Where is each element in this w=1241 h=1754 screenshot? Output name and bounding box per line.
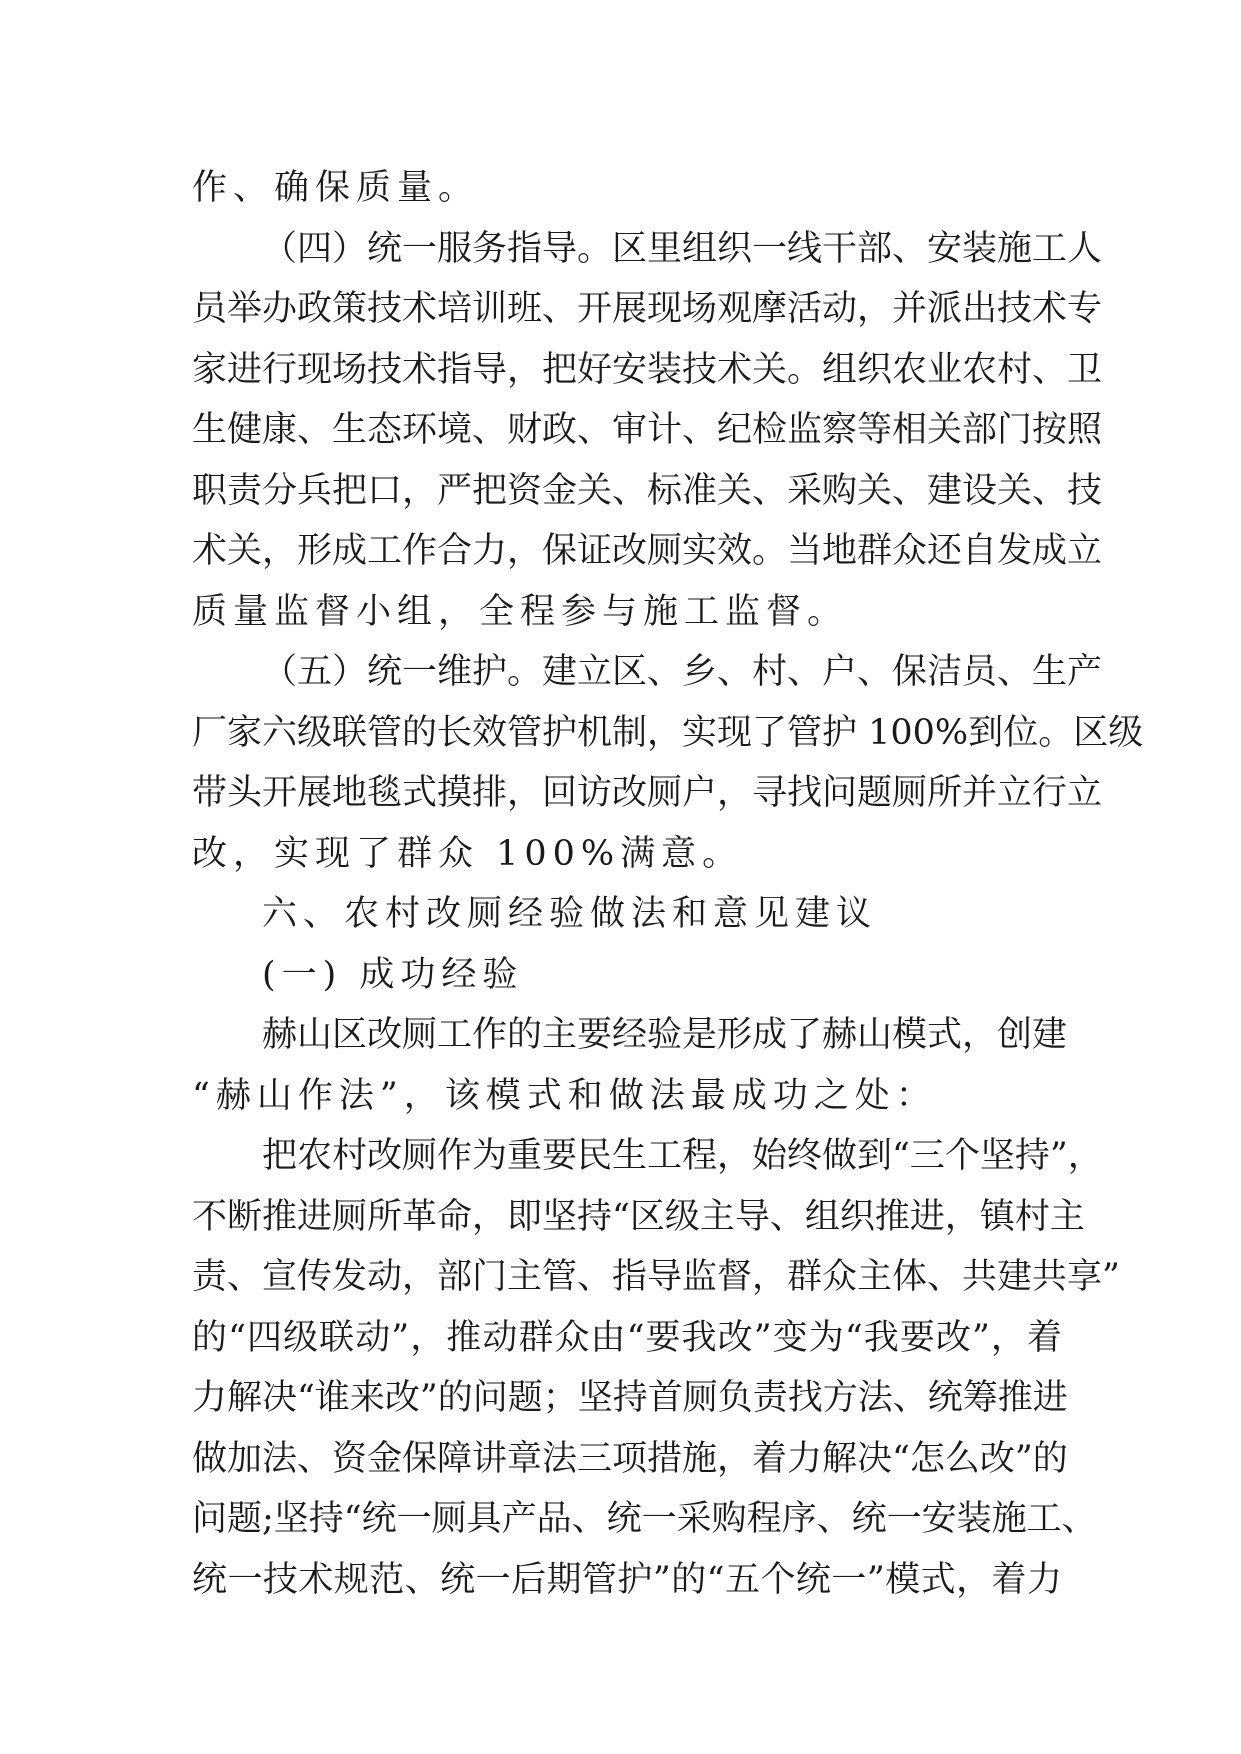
text-line: 责、宣传发动，部门主管、指导监督，群众主体、共建共享” bbox=[192, 1257, 1120, 1297]
text-line: 把农村改厕作为重要民生工程，始终做到“三个坚持”， bbox=[262, 1136, 1103, 1176]
body-text bbox=[192, 158, 1144, 1610]
text-line: 厂家六级联管的长效管护机制，实现了管护 100%到位。区级 bbox=[192, 712, 1144, 753]
text-line: 力解决“谁来改”的问题；坚持首厕负责找方法、统筹推进 bbox=[192, 1378, 1068, 1418]
text-line: （五）统一维护。建立区、乡、村、户、保洁员、生产 bbox=[262, 652, 1103, 692]
text-line: 职责分兵把口，严把资金关、标准关、采购关、建设关、技 bbox=[192, 470, 1103, 511]
text-line: 带头开展地毯式摸排，回访改厕户，寻找问题厕所并立行立 bbox=[192, 773, 1103, 813]
text-line: 家进行现场技术指导，把好安装技术关。组织农业农村、卫 bbox=[192, 349, 1103, 390]
text-line: 术关，形成工作合力，保证改厕实效。当地群众还自发成立 bbox=[192, 531, 1103, 571]
text-line: “赫山作法”，该模式和做法最成功之处： bbox=[192, 1075, 937, 1116]
text-line: （四）统一服务指导。区里组织一线干部、安装施工人 bbox=[262, 228, 1103, 269]
text-line: 不断推进厕所革命，即坚持“区级主导、组织推进，镇村主 bbox=[192, 1196, 1085, 1237]
text-line: 统一技术规范、统一后期管护”的“五个统一”模式，着力 bbox=[192, 1559, 1062, 1600]
text-line: 问题;坚持“统一厕具产品、统一采购程序、统一安装施工、 bbox=[192, 1499, 1097, 1539]
text-line: 赫山区改厕工作的主要经验是形成了赫山模式，创建 bbox=[262, 1015, 1068, 1055]
text-line: 作、确保质量。 bbox=[192, 168, 480, 208]
subsection-heading: (一) 成功经验 bbox=[262, 954, 524, 995]
text-line: 员举办政策技术培训班、开展现场观摩活动，并派出技术专 bbox=[192, 289, 1103, 329]
text-line: 的“四级联动”，推动群众由“要我改”变为“我要改”，着 bbox=[192, 1317, 1062, 1358]
section-heading: 六、农村改厕经验做法和意见建议 bbox=[262, 894, 878, 934]
text-line: 生健康、生态环境、财政、审计、纪检监察等相关部门按照 bbox=[192, 410, 1103, 450]
text-line: 做加法、资金保障讲章法三项措施，着力解决“怎么改”的 bbox=[192, 1438, 1068, 1479]
text-line: 质量监督小组，全程参与施工监督。 bbox=[192, 591, 849, 632]
text-line: 改，实现了群众 100%满意。 bbox=[192, 833, 744, 874]
